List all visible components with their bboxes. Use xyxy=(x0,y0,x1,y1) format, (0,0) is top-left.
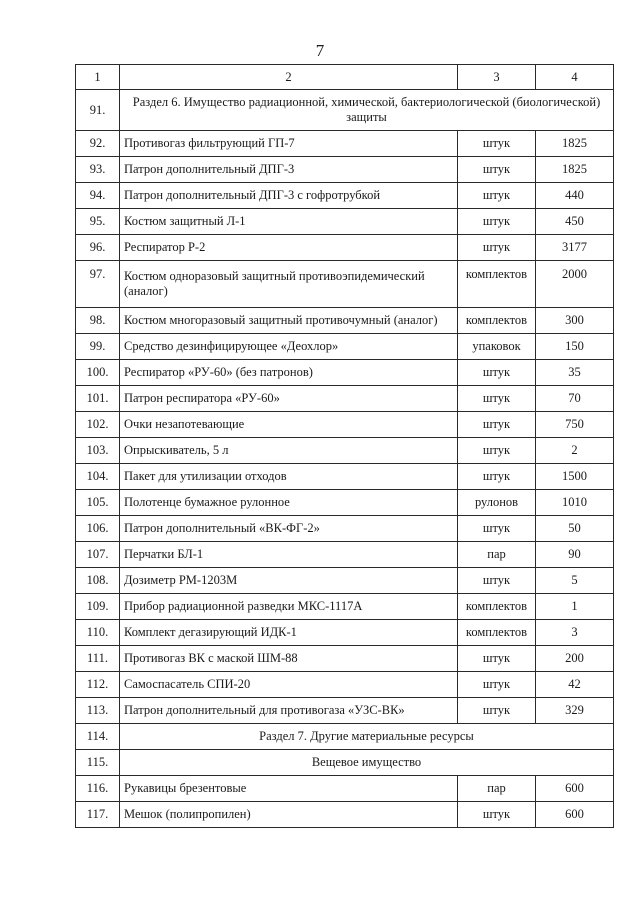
row-number: 117. xyxy=(76,802,120,828)
item-quantity: 2000 xyxy=(536,261,614,308)
section-title: Вещевое имущество xyxy=(120,750,614,776)
row-number: 96. xyxy=(76,235,120,261)
item-quantity: 750 xyxy=(536,412,614,438)
table-row xyxy=(76,672,614,698)
row-number: 106. xyxy=(76,516,120,542)
section-row xyxy=(76,724,614,750)
table-header-row xyxy=(76,65,614,90)
item-unit: упаковок xyxy=(458,334,536,360)
table-row xyxy=(76,386,614,412)
item-name: Средство дезинфицирующее «Деохлор» xyxy=(120,334,458,360)
table-row xyxy=(76,646,614,672)
item-name: Прибор радиационной разведки МКС-1117А xyxy=(120,594,458,620)
row-number: 97. xyxy=(76,261,120,308)
item-quantity: 50 xyxy=(536,516,614,542)
row-number: 110. xyxy=(76,620,120,646)
item-quantity: 1500 xyxy=(536,464,614,490)
item-name: Очки незапотевающие xyxy=(120,412,458,438)
item-unit: штук xyxy=(458,802,536,828)
item-quantity: 329 xyxy=(536,698,614,724)
table-row xyxy=(76,516,614,542)
item-name: Патрон респиратора «РУ-60» xyxy=(120,386,458,412)
item-name: Дозиметр РМ-1203М xyxy=(120,568,458,594)
item-name: Комплект дегазирующий ИДК-1 xyxy=(120,620,458,646)
table-body xyxy=(76,65,614,828)
item-name: Самоспасатель СПИ-20 xyxy=(120,672,458,698)
item-quantity: 440 xyxy=(536,183,614,209)
table-row xyxy=(76,542,614,568)
item-unit: штук xyxy=(458,672,536,698)
item-quantity: 600 xyxy=(536,802,614,828)
item-unit: штук xyxy=(458,646,536,672)
row-number: 109. xyxy=(76,594,120,620)
item-unit: комплектов xyxy=(458,261,536,308)
item-unit: комплектов xyxy=(458,594,536,620)
table-row xyxy=(76,261,614,308)
item-unit: пар xyxy=(458,542,536,568)
item-name: Респиратор Р-2 xyxy=(120,235,458,261)
item-name: Патрон дополнительный для противогаза «УЗС-ВК» xyxy=(120,698,458,724)
item-name: Мешок (полипропилен) xyxy=(120,802,458,828)
table-row xyxy=(76,157,614,183)
item-name: Полотенце бумажное рулонное xyxy=(120,490,458,516)
item-quantity: 3177 xyxy=(536,235,614,261)
table-row xyxy=(76,334,614,360)
item-unit: штук xyxy=(458,568,536,594)
table-row xyxy=(76,620,614,646)
table-row xyxy=(76,183,614,209)
item-unit: штук xyxy=(458,209,536,235)
item-quantity: 2 xyxy=(536,438,614,464)
item-unit: штук xyxy=(458,183,536,209)
table-row xyxy=(76,464,614,490)
row-number: 114. xyxy=(76,724,120,750)
row-number: 112. xyxy=(76,672,120,698)
row-number: 115. xyxy=(76,750,120,776)
header-col-4: 4 xyxy=(536,65,614,90)
row-number: 100. xyxy=(76,360,120,386)
table-row xyxy=(76,131,614,157)
row-number: 111. xyxy=(76,646,120,672)
table-row xyxy=(76,360,614,386)
item-unit: штук xyxy=(458,698,536,724)
item-unit: штук xyxy=(458,131,536,157)
table-row xyxy=(76,209,614,235)
row-number: 95. xyxy=(76,209,120,235)
item-quantity: 42 xyxy=(536,672,614,698)
item-unit: рулонов xyxy=(458,490,536,516)
row-number: 92. xyxy=(76,131,120,157)
item-quantity: 70 xyxy=(536,386,614,412)
table-row xyxy=(76,802,614,828)
item-name: Рукавицы брезентовые xyxy=(120,776,458,802)
item-quantity: 90 xyxy=(536,542,614,568)
table-row xyxy=(76,412,614,438)
item-name: Пакет для утилизации отходов xyxy=(120,464,458,490)
item-unit: штук xyxy=(458,438,536,464)
section-title: Раздел 6. Имущество радиационной, химической, бактериологической (биологической) защиты xyxy=(120,90,614,131)
item-quantity: 35 xyxy=(536,360,614,386)
item-name: Опрыскиватель, 5 л xyxy=(120,438,458,464)
row-number: 116. xyxy=(76,776,120,802)
page-number: 7 xyxy=(315,41,325,60)
header-col-2: 2 xyxy=(120,65,458,90)
item-quantity: 3 xyxy=(536,620,614,646)
row-number: 94. xyxy=(76,183,120,209)
item-name: Патрон дополнительный ДПГ-3 с гофротрубкой xyxy=(120,183,458,209)
item-name: Патрон дополнительный «ВК-ФГ-2» xyxy=(120,516,458,542)
item-name: Противогаз ВК с маской ШМ-88 xyxy=(120,646,458,672)
row-number: 93. xyxy=(76,157,120,183)
row-number: 101. xyxy=(76,386,120,412)
item-unit: штук xyxy=(458,360,536,386)
item-unit: штук xyxy=(458,157,536,183)
item-quantity: 150 xyxy=(536,334,614,360)
item-quantity: 1 xyxy=(536,594,614,620)
row-number: 103. xyxy=(76,438,120,464)
item-name: Патрон дополнительный ДПГ-3 xyxy=(120,157,458,183)
item-quantity: 1010 xyxy=(536,490,614,516)
row-number: 107. xyxy=(76,542,120,568)
table-row xyxy=(76,776,614,802)
row-number: 102. xyxy=(76,412,120,438)
item-quantity: 1825 xyxy=(536,131,614,157)
row-number: 99. xyxy=(76,334,120,360)
item-unit: комплектов xyxy=(458,620,536,646)
item-name: Респиратор «РУ-60» (без патронов) xyxy=(120,360,458,386)
item-quantity: 200 xyxy=(536,646,614,672)
item-name: Костюм многоразовый защитный противочумный (аналог) xyxy=(120,308,458,334)
table-row xyxy=(76,490,614,516)
table-row xyxy=(76,438,614,464)
row-number: 105. xyxy=(76,490,120,516)
item-unit: пар xyxy=(458,776,536,802)
row-number: 104. xyxy=(76,464,120,490)
section-row xyxy=(76,90,614,131)
item-name: Костюм одноразовый защитный противоэпидемический (аналог) xyxy=(120,261,458,308)
item-quantity: 5 xyxy=(536,568,614,594)
header-col-3: 3 xyxy=(458,65,536,90)
section-row xyxy=(76,750,614,776)
resources-table xyxy=(75,64,614,828)
row-number: 113. xyxy=(76,698,120,724)
row-number: 108. xyxy=(76,568,120,594)
table-row xyxy=(76,235,614,261)
item-name: Костюм защитный Л-1 xyxy=(120,209,458,235)
item-unit: штук xyxy=(458,235,536,261)
item-quantity: 300 xyxy=(536,308,614,334)
item-quantity: 450 xyxy=(536,209,614,235)
row-number: 98. xyxy=(76,308,120,334)
item-quantity: 600 xyxy=(536,776,614,802)
header-col-1: 1 xyxy=(76,65,120,90)
row-number: 91. xyxy=(76,90,120,131)
item-unit: штук xyxy=(458,412,536,438)
table-row xyxy=(76,568,614,594)
item-name: Перчатки БЛ-1 xyxy=(120,542,458,568)
item-unit: штук xyxy=(458,464,536,490)
table-row xyxy=(76,594,614,620)
item-unit: штук xyxy=(458,386,536,412)
item-name: Противогаз фильтрующий ГП-7 xyxy=(120,131,458,157)
table-row xyxy=(76,698,614,724)
section-title: Раздел 7. Другие материальные ресурсы xyxy=(120,724,614,750)
item-unit: штук xyxy=(458,516,536,542)
table-row xyxy=(76,308,614,334)
item-unit: комплектов xyxy=(458,308,536,334)
item-quantity: 1825 xyxy=(536,157,614,183)
